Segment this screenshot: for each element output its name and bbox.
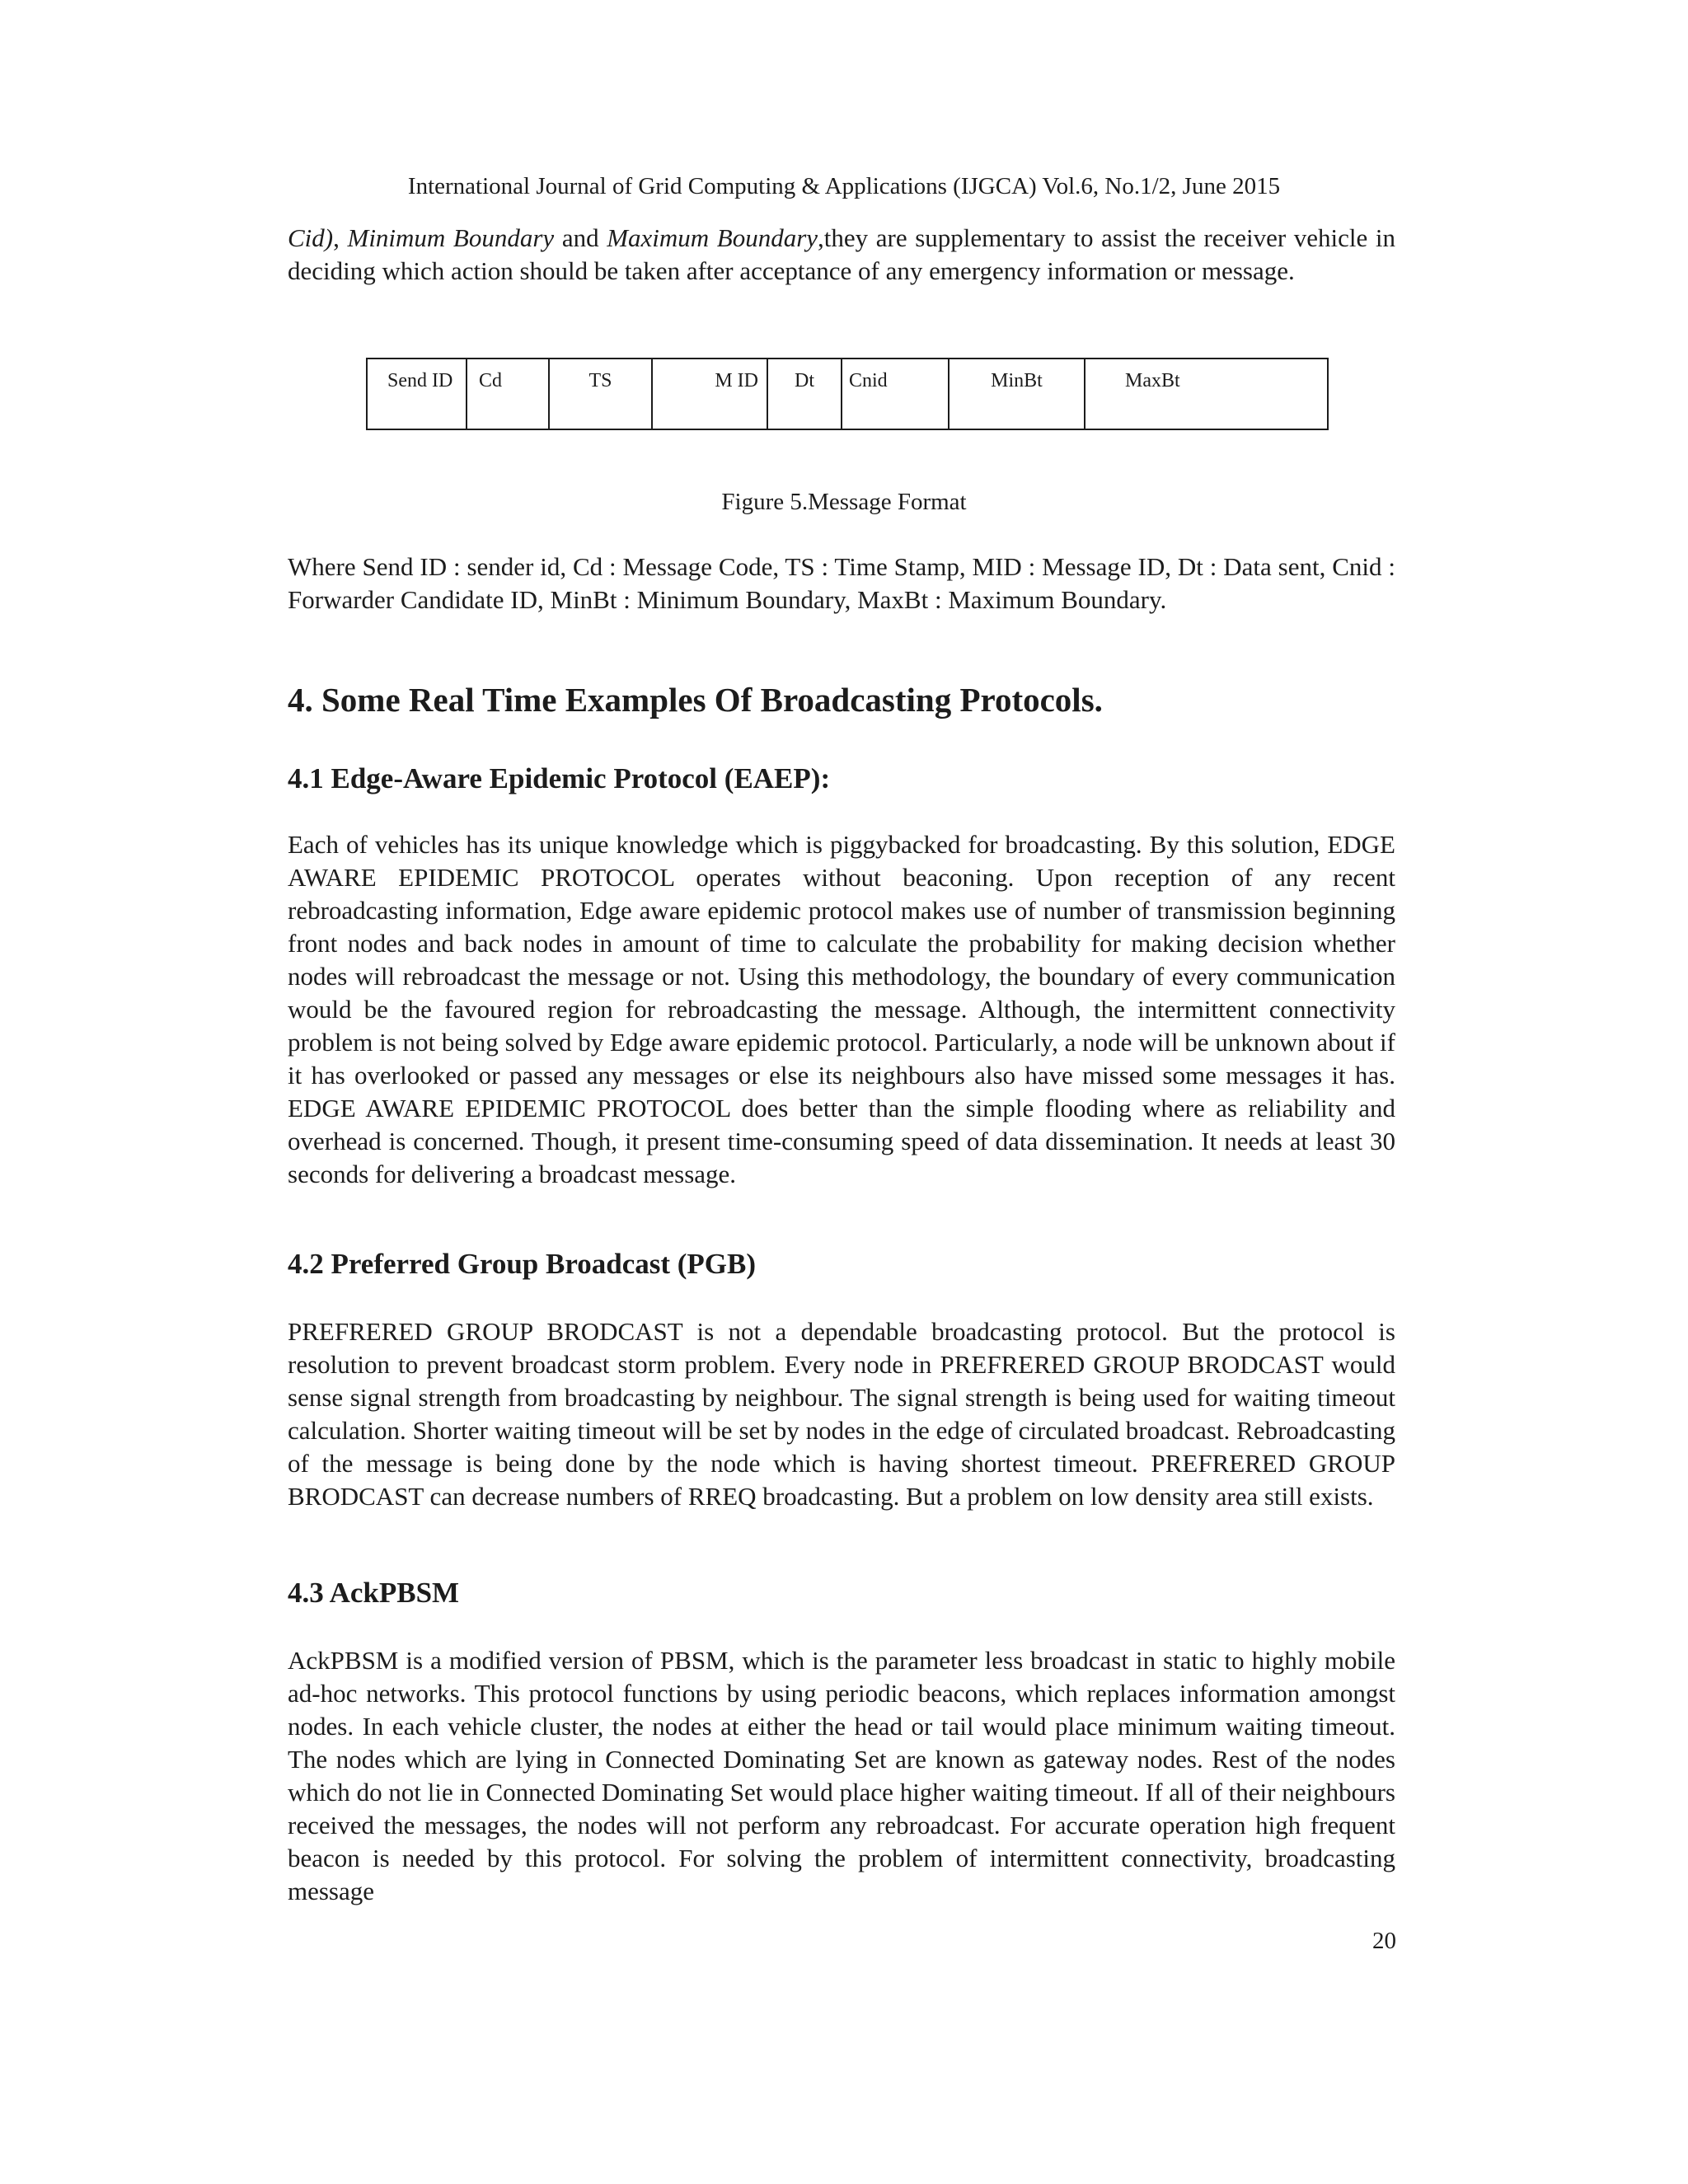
intro-separator-2: and: [554, 223, 607, 252]
page-number: 20: [1372, 1928, 1396, 1954]
field-send-id: Send ID: [368, 359, 467, 429]
section-4-3-heading: 4.3 AckPBSM: [288, 1577, 460, 1609]
intro-paragraph: [288, 222, 1395, 288]
message-format-table: [366, 358, 1329, 430]
figure-caption: Figure 5.Message Format: [721, 489, 967, 515]
field-maxbt: MaxBt: [1125, 370, 1180, 391]
section-4-2-heading: 4.2 Preferred Group Broadcast (PGB): [288, 1248, 757, 1280]
intro-rest: ,they are supplementary to assist the receiver vehicle in deciding which action should be taken after acceptance of any emergency information or message.: [288, 223, 1396, 285]
field-cnid: Cnid: [842, 359, 950, 429]
section-4-heading: 4. Some Real Time Examples Of Broadcasting Protocols.: [288, 681, 1103, 719]
field-cd: Cd: [467, 359, 550, 429]
intro-separator-1: ,: [333, 223, 348, 252]
running-header: International Journal of Grid Computing & Applications (IJGCA) Vol.6, No.1/2, June 2015: [407, 173, 1281, 199]
intro-italic-min-boundary: Minimum Boundary: [347, 223, 555, 252]
section-4-3-body: AckPBSM is a modified version of PBSM, which is the parameter less broadcast in static to highly mobile ad-hoc networks. This protocol functions by using periodic beacons, which replaces information amongst nodes. In each vehicle cluster, the nodes at either the head or tail would place minimum waiting timeout. The nodes which are lying in Connected Dominating Set are known as gateway nodes. Rest of the nodes which do not lie in Connected Dominating Set would place higher waiting timeout. If all of their neighbours received the messages, the nodes will not perform any rebroadcast. For accurate operation high frequent beacon is needed by this protocol. For solving the problem of intermittent connectivity, broadcasting message: [288, 1646, 1395, 1905]
field-dt: Dt: [768, 359, 842, 429]
field-ts: TS: [550, 359, 653, 429]
intro-italic-max-boundary: Maximum Boundary: [607, 223, 818, 252]
intro-italic-cid: Cid): [288, 223, 334, 252]
section-4-1-body: Each of vehicles has its unique knowledge which is piggybacked for broadcasting. By this solution, EDGE AWARE EPIDEMIC PROTOCOL operates without beaconing. Upon reception of any recent rebroadcasting information, Edge aware epidemic protocol makes use of number of transmission beginning front nodes and back nodes in amount of time to calculate the probability for making decision whether nodes will rebroadcast the message or not. Using this methodology, the boundary of every communication would be the favoured region for rebroadcasting the message. Although, the intermittent connectivity problem is not being solved by Edge aware epidemic protocol. Particularly, a node will be unknown about if it has overlooked or passed any messages or else its neighbours also have missed some messages it has. EDGE AWARE EPIDEMIC PROTOCOL does better than the simple flooding where as reliability and overhead is concerned. Though, it present time-consuming speed of data dissemination. It needs at least 30 seconds for delivering a broadcast message.: [288, 830, 1395, 1188]
where-paragraph: Where Send ID : sender id, Cd : Message Code, TS : Time Stamp, MID : Message ID, Dt : Data sent, Cnid : Forwarder Candidate ID, MinBt : Minimum Boundary, MaxBt : Maximum Boundary.: [288, 552, 1395, 614]
field-minbt: MinBt: [950, 359, 1085, 429]
field-m-id: M ID: [653, 359, 768, 429]
section-4-2-body: PREFRERED GROUP BRODCAST is not a dependable broadcasting protocol. But the protocol is resolution to prevent broadcast storm problem. Every node in PREFRERED GROUP BRODCAST would sense signal strength from broadcasting by neighbour. The signal strength is being used for waiting timeout calculation. Shorter waiting timeout will be set by nodes in the edge of circulated broadcast. Rebroadcasting of the message is being done by the node which is having shortest timeout. PREFRERED GROUP BRODCAST can decrease numbers of RREQ broadcasting. But a problem on low density area still exists.: [288, 1317, 1395, 1511]
section-4-1-heading: 4.1 Edge-Aware Epidemic Protocol (EAEP):: [288, 762, 831, 794]
